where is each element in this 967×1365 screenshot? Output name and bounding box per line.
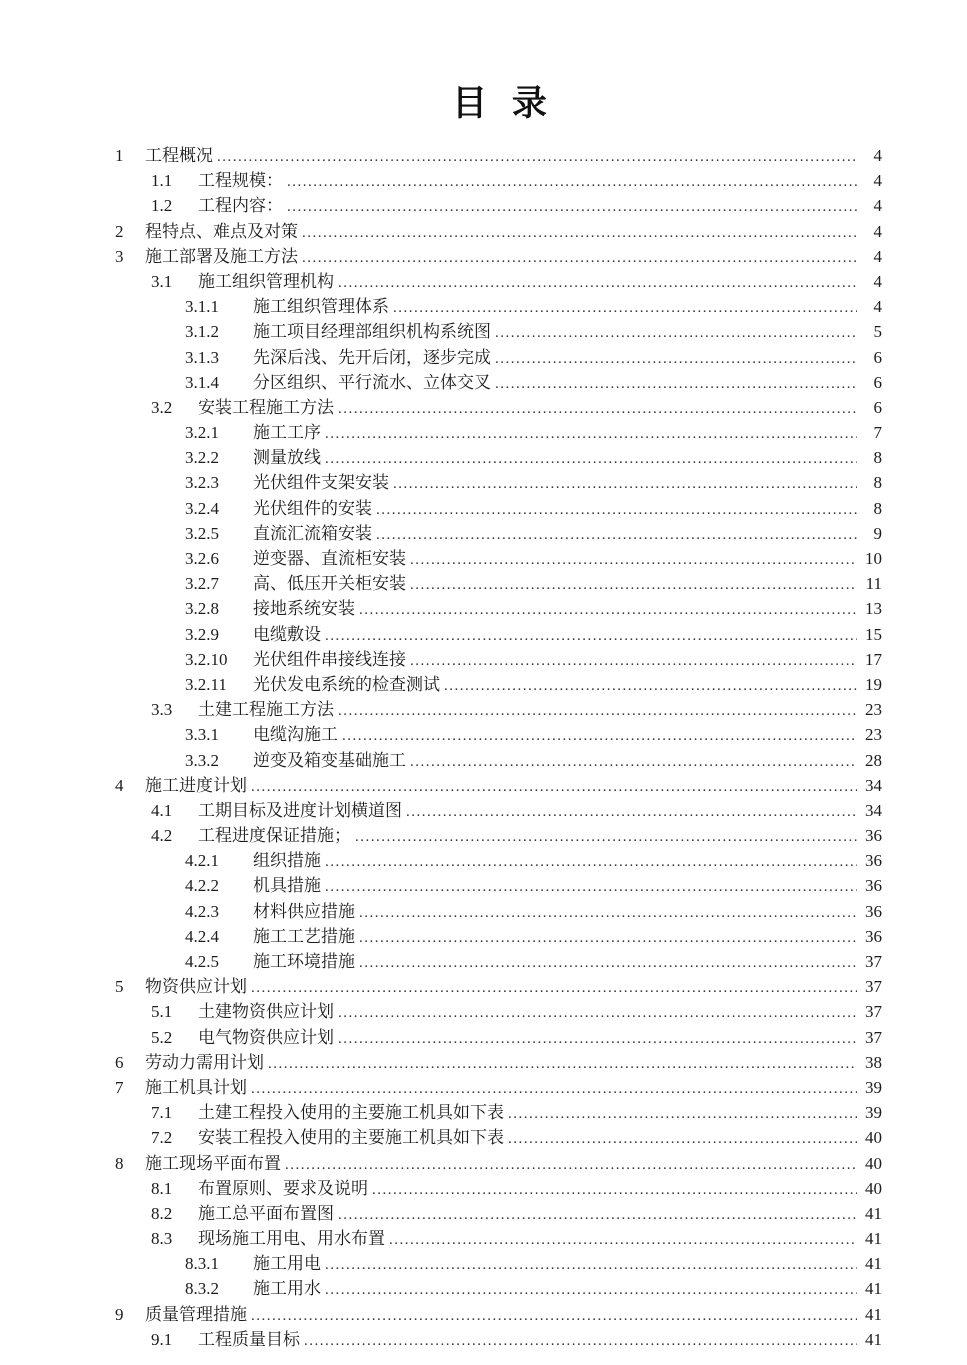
toc-entry[interactable] <box>115 974 882 999</box>
toc-entry-number: 3.2.8 <box>185 599 219 619</box>
toc-entry-page: 19 <box>865 674 882 694</box>
toc-entry-number: 7 <box>115 1077 124 1097</box>
toc-entry[interactable] <box>115 722 882 747</box>
toc-entry-title: 光伏组件串接线连接 <box>253 649 406 669</box>
dot-leader <box>393 294 857 321</box>
toc-entry-number: 4 <box>115 775 124 795</box>
toc-entry-number: 5.2 <box>151 1027 173 1047</box>
toc-entry-title: 施工环境措施 <box>253 952 355 971</box>
toc-entry-page: 5 <box>873 322 882 342</box>
toc-entry[interactable] <box>115 244 882 269</box>
toc-entry-page: 4 <box>873 196 882 216</box>
toc-list <box>115 143 882 1352</box>
toc-entry[interactable] <box>115 219 882 244</box>
toc-entry-number: 4.2.2 <box>185 876 219 896</box>
toc-entry-title: 材料供应措施 <box>253 901 355 921</box>
toc-entry-number: 4.1 <box>151 800 173 820</box>
toc-entry-page: 4 <box>873 271 882 291</box>
toc-entry[interactable] <box>115 1025 882 1050</box>
toc-entry[interactable] <box>115 521 882 546</box>
toc-entry[interactable] <box>115 949 882 974</box>
toc-entry-title: 接地系统安装 <box>253 599 355 619</box>
toc-entry[interactable] <box>115 319 882 344</box>
toc-entry-title: 施工机具计划 <box>145 1077 247 1097</box>
dot-leader <box>304 1327 857 1354</box>
toc-entry-number: 5 <box>115 977 124 997</box>
toc-entry-page: 8 <box>873 448 882 468</box>
toc-entry-title: 光伏组件的安装 <box>253 498 372 518</box>
toc-entry[interactable] <box>115 1276 882 1301</box>
toc-entry-title: 土建工程投入使用的主要施工机具如下表 <box>198 1103 504 1123</box>
toc-entry-number: 6 <box>115 1052 124 1072</box>
toc-entry-page: 11 <box>865 574 882 594</box>
toc-entry[interactable] <box>115 1201 882 1226</box>
toc-entry-page: 6 <box>873 397 882 417</box>
toc-entry-title: 施工项目经理部组织机构系统图 <box>253 322 491 342</box>
dot-leader <box>508 1125 857 1152</box>
toc-entry-number: 3.2.7 <box>185 574 219 594</box>
toc-entry[interactable] <box>115 647 882 672</box>
toc-entry-page: 9 <box>873 523 882 543</box>
toc-entry[interactable] <box>115 697 882 722</box>
toc-entry-number: 8.3 <box>151 1229 173 1249</box>
toc-entry-title: 施工组织管理机构 <box>198 271 334 291</box>
dot-leader <box>285 1151 857 1178</box>
toc-entry-number: 3.1.1 <box>185 297 219 317</box>
toc-entry-page: 37 <box>865 1002 882 1022</box>
dot-leader <box>338 1025 857 1052</box>
dot-leader <box>325 873 857 900</box>
toc-entry[interactable] <box>115 622 882 647</box>
toc-entry-title: 施工组织管理体系 <box>253 297 389 317</box>
dot-leader <box>342 722 857 749</box>
toc-entry-page: 4 <box>873 171 882 191</box>
toc-entry-title: 光伏发电系统的检查测试 <box>253 674 440 694</box>
toc-entry-page: 39 <box>865 1077 882 1097</box>
toc-entry-page: 41 <box>865 1229 882 1249</box>
toc-entry[interactable] <box>115 445 882 470</box>
dot-leader <box>325 1276 857 1303</box>
toc-entry-page: 40 <box>865 1178 882 1198</box>
toc-entry-page: 41 <box>865 1279 882 1299</box>
toc-entry-title: 工期目标及进度计划横道图 <box>198 800 402 820</box>
dot-leader <box>406 798 857 825</box>
toc-entry-page: 4 <box>873 297 882 317</box>
toc-entry-number: 3.2.11 <box>185 674 227 694</box>
dot-leader <box>325 420 857 447</box>
toc-entry-number: 3.3.1 <box>185 725 219 745</box>
toc-entry-page: 13 <box>865 599 882 619</box>
toc-entry-number: 8.2 <box>151 1203 173 1223</box>
toc-entry-page: 40 <box>865 1128 882 1148</box>
toc-entry[interactable] <box>115 1151 882 1176</box>
toc-entry-title: 布置原则、要求及说明 <box>198 1178 368 1198</box>
toc-entry-title: 逆变及箱变基础施工 <box>253 750 406 770</box>
toc-entry-page: 41 <box>865 1254 882 1274</box>
dot-leader <box>338 697 857 724</box>
toc-entry-title: 施工部署及施工方法 <box>145 246 298 266</box>
toc-entry-page: 4 <box>873 221 882 241</box>
toc-entry-number: 4.2.4 <box>185 926 219 946</box>
toc-entry-number: 4.2.1 <box>185 851 219 871</box>
toc-entry[interactable] <box>115 193 882 218</box>
toc-entry-number: 8.1 <box>151 1178 173 1198</box>
toc-entry-title: 施工工艺措施 <box>253 926 355 946</box>
dot-leader <box>251 1302 857 1329</box>
toc-entry-title: 机具措施 <box>253 876 321 896</box>
dot-leader <box>325 445 857 472</box>
toc-entry[interactable] <box>115 773 882 798</box>
toc-entry-number: 3.3 <box>151 700 173 720</box>
toc-entry-page: 7 <box>873 423 882 443</box>
toc-entry-page: 34 <box>865 775 882 795</box>
toc-entry-number: 4.2.3 <box>185 901 219 921</box>
toc-entry-title: 施工工序 <box>253 423 321 443</box>
toc-entry-page: 41 <box>865 1203 882 1223</box>
toc-entry-title: 电缆敷设 <box>253 624 321 644</box>
toc-entry-number: 3.2.6 <box>185 549 219 568</box>
toc-entry-number: 3.2.9 <box>185 624 219 644</box>
toc-entry[interactable] <box>115 546 882 571</box>
dot-leader <box>325 1251 857 1278</box>
dot-leader <box>495 370 857 397</box>
dot-leader <box>359 949 857 976</box>
toc-entry[interactable] <box>115 1251 882 1276</box>
toc-entry-title: 施工进度计划 <box>145 775 247 795</box>
toc-entry-title: 施工用水 <box>253 1279 321 1299</box>
toc-entry-title: 施工总平面布置图 <box>198 1203 334 1223</box>
toc-entry-number: 8.3.1 <box>185 1254 219 1274</box>
toc-entry-page: 36 <box>865 876 882 896</box>
toc-entry[interactable] <box>115 1226 882 1251</box>
dot-leader <box>217 143 857 170</box>
toc-entry-number: 4.2 <box>151 826 173 846</box>
dot-leader <box>325 622 857 649</box>
toc-entry[interactable] <box>115 899 882 924</box>
toc-entry-number: 3.2.2 <box>185 448 219 468</box>
toc-entry-number: 1.2 <box>151 196 173 216</box>
toc-entry-title: 电缆沟施工 <box>253 725 338 745</box>
dot-leader <box>495 319 857 346</box>
dot-leader <box>287 168 857 195</box>
dot-leader <box>389 1226 857 1253</box>
toc-entry-page: 4 <box>873 146 882 165</box>
toc-entry-title: 逆变器、直流柜安装 <box>253 549 406 568</box>
dot-leader <box>444 672 857 699</box>
toc-entry-number: 3 <box>115 246 124 266</box>
toc-entry[interactable] <box>115 1176 882 1201</box>
toc-entry[interactable] <box>115 1327 882 1352</box>
dot-leader <box>410 748 857 775</box>
toc-entry-title: 施工用电 <box>253 1254 321 1274</box>
toc-entry-page: 36 <box>865 901 882 921</box>
toc-entry-number: 9 <box>115 1304 124 1324</box>
dot-leader <box>338 999 857 1026</box>
toc-entry-number: 5.1 <box>151 1002 173 1022</box>
toc-entry-title: 组织措施 <box>253 851 321 871</box>
toc-entry-title: 高、低压开关柜安装 <box>253 574 406 594</box>
dot-leader <box>355 823 857 850</box>
toc-entry[interactable] <box>115 596 882 621</box>
toc-entry-title: 工程进度保证措施； <box>198 826 351 846</box>
dot-leader <box>376 496 857 523</box>
toc-entry-number: 3.2.5 <box>185 523 219 543</box>
dot-leader <box>268 1050 857 1077</box>
page-title: 目 录 <box>452 84 555 123</box>
toc-entry-title: 工程概况 <box>145 146 213 165</box>
toc-entry[interactable] <box>115 1100 882 1125</box>
dot-leader <box>338 1201 857 1228</box>
toc-entry[interactable] <box>115 1125 882 1150</box>
dot-leader <box>302 244 857 271</box>
toc-entry[interactable] <box>115 672 882 697</box>
dot-leader <box>287 193 857 220</box>
dot-leader <box>359 924 857 951</box>
dot-leader <box>359 899 857 926</box>
toc-entry-page: 8 <box>873 473 882 493</box>
toc-entry[interactable] <box>115 571 882 596</box>
dot-leader <box>508 1100 857 1127</box>
toc-entry-page: 36 <box>865 926 882 946</box>
toc-entry-number: 8 <box>115 1153 124 1173</box>
dot-leader <box>410 647 857 674</box>
toc-entry[interactable] <box>115 823 882 848</box>
toc-entry-page: 34 <box>865 800 882 820</box>
toc-entry-number: 9.1 <box>151 1329 173 1349</box>
toc-entry-number: 1 <box>115 146 124 165</box>
toc-entry-title: 直流汇流箱安装 <box>253 523 372 543</box>
dot-leader <box>372 1176 857 1203</box>
toc-entry-title: 现场施工用电、用水布置 <box>198 1229 385 1249</box>
toc-entry-page: 41 <box>865 1304 882 1324</box>
toc-entry-page: 37 <box>865 1027 882 1047</box>
dot-leader <box>338 269 857 296</box>
toc-entry-number: 4.2.5 <box>185 952 219 971</box>
toc-entry-title: 质量管理措施 <box>145 1304 247 1324</box>
toc-entry-page: 10 <box>865 549 882 568</box>
toc-entry-title: 安装工程投入使用的主要施工机具如下表 <box>198 1128 504 1148</box>
dot-leader <box>251 974 857 1001</box>
toc-entry[interactable] <box>115 395 882 420</box>
toc-entry-title: 测量放线 <box>253 448 321 468</box>
toc-entry[interactable] <box>115 269 882 294</box>
toc-entry-title: 施工现场平面布置 <box>145 1153 281 1173</box>
toc-entry-title: 土建物资供应计划 <box>198 1002 334 1022</box>
toc-entry-title: 程特点、难点及对策 <box>145 221 298 241</box>
dot-leader <box>410 571 857 598</box>
toc-entry-number: 1.1 <box>151 171 173 191</box>
toc-entry-page: 23 <box>865 725 882 745</box>
toc-entry-page: 39 <box>865 1103 882 1123</box>
toc-entry[interactable] <box>115 168 882 193</box>
dot-leader <box>359 596 857 623</box>
toc-entry-number: 3.2.10 <box>185 649 228 669</box>
toc-entry-page: 36 <box>865 851 882 871</box>
toc-entry-page: 41 <box>865 1329 882 1349</box>
toc-entry[interactable] <box>115 370 882 395</box>
toc-entry-title: 工程规模： <box>198 171 283 191</box>
dot-leader <box>495 345 857 372</box>
toc-entry-number: 7.2 <box>151 1128 173 1148</box>
toc-entry[interactable] <box>115 1075 882 1100</box>
toc-entry[interactable] <box>115 470 882 495</box>
toc-entry-number: 3.2 <box>151 397 173 417</box>
toc-entry-number: 3.2.3 <box>185 473 219 493</box>
toc-entry-page: 28 <box>865 750 882 770</box>
toc-entry[interactable] <box>115 1050 882 1075</box>
dot-leader <box>251 773 857 800</box>
toc-entry-number: 3.1.3 <box>185 347 219 367</box>
toc-entry-page: 4 <box>873 246 882 266</box>
toc-entry-page: 40 <box>865 1153 882 1173</box>
toc-entry[interactable] <box>115 420 882 445</box>
toc-entry[interactable] <box>115 143 882 168</box>
toc-entry-number: 3.1.2 <box>185 322 219 342</box>
toc-entry-page: 8 <box>873 498 882 518</box>
toc-entry-title: 工程内容： <box>198 196 283 216</box>
toc-entry-title: 工程质量目标 <box>198 1329 300 1349</box>
dot-leader <box>302 219 857 246</box>
toc-entry[interactable] <box>115 999 882 1024</box>
dot-leader <box>393 470 857 497</box>
toc-entry-page: 6 <box>873 372 882 392</box>
toc-entry-page: 6 <box>873 347 882 367</box>
toc-entry-page: 23 <box>865 700 882 720</box>
dot-leader <box>338 395 857 422</box>
toc-entry-title: 土建工程施工方法 <box>198 700 334 720</box>
toc-entry[interactable] <box>115 924 882 949</box>
toc-entry[interactable] <box>115 345 882 370</box>
dot-leader <box>410 546 857 573</box>
toc-entry-title: 光伏组件支架安装 <box>253 473 389 493</box>
toc-entry-number: 3.3.2 <box>185 750 219 770</box>
toc-entry-page: 37 <box>865 977 882 997</box>
dot-leader <box>376 521 857 548</box>
toc-entry-page: 38 <box>865 1052 882 1072</box>
toc-entry-number: 7.1 <box>151 1103 173 1123</box>
toc-entry-number: 2 <box>115 221 124 241</box>
toc-entry[interactable] <box>115 748 882 773</box>
toc-entry[interactable] <box>115 1302 882 1327</box>
toc-entry-page: 37 <box>865 952 882 971</box>
dot-leader <box>251 1075 857 1102</box>
toc-entry-title: 物资供应计划 <box>145 977 247 997</box>
toc-entry[interactable] <box>115 873 882 898</box>
toc-entry-title: 先深后浅、先开后闭，逐步完成 <box>253 347 491 367</box>
toc-entry-title: 劳动力需用计划 <box>145 1052 264 1072</box>
toc-entry-title: 电气物资供应计划 <box>198 1027 334 1047</box>
toc-entry[interactable] <box>115 294 882 319</box>
toc-entry-title: 分区组织、平行流水、立体交叉 <box>253 372 491 392</box>
toc-entry-number: 3.2.1 <box>185 423 219 443</box>
toc-entry-page: 17 <box>865 649 882 669</box>
toc-entry[interactable] <box>115 848 882 873</box>
dot-leader <box>325 848 857 875</box>
toc-entry[interactable] <box>115 496 882 521</box>
toc-entry-number: 8.3.2 <box>185 1279 219 1299</box>
toc-entry-number: 3.1.4 <box>185 372 219 392</box>
toc-entry-title: 安装工程施工方法 <box>198 397 334 417</box>
toc-entry-page: 36 <box>865 826 882 846</box>
toc-entry-number: 3.1 <box>151 271 173 291</box>
toc-entry-number: 3.2.4 <box>185 498 219 518</box>
toc-entry[interactable] <box>115 798 882 823</box>
toc-entry-page: 15 <box>865 624 882 644</box>
